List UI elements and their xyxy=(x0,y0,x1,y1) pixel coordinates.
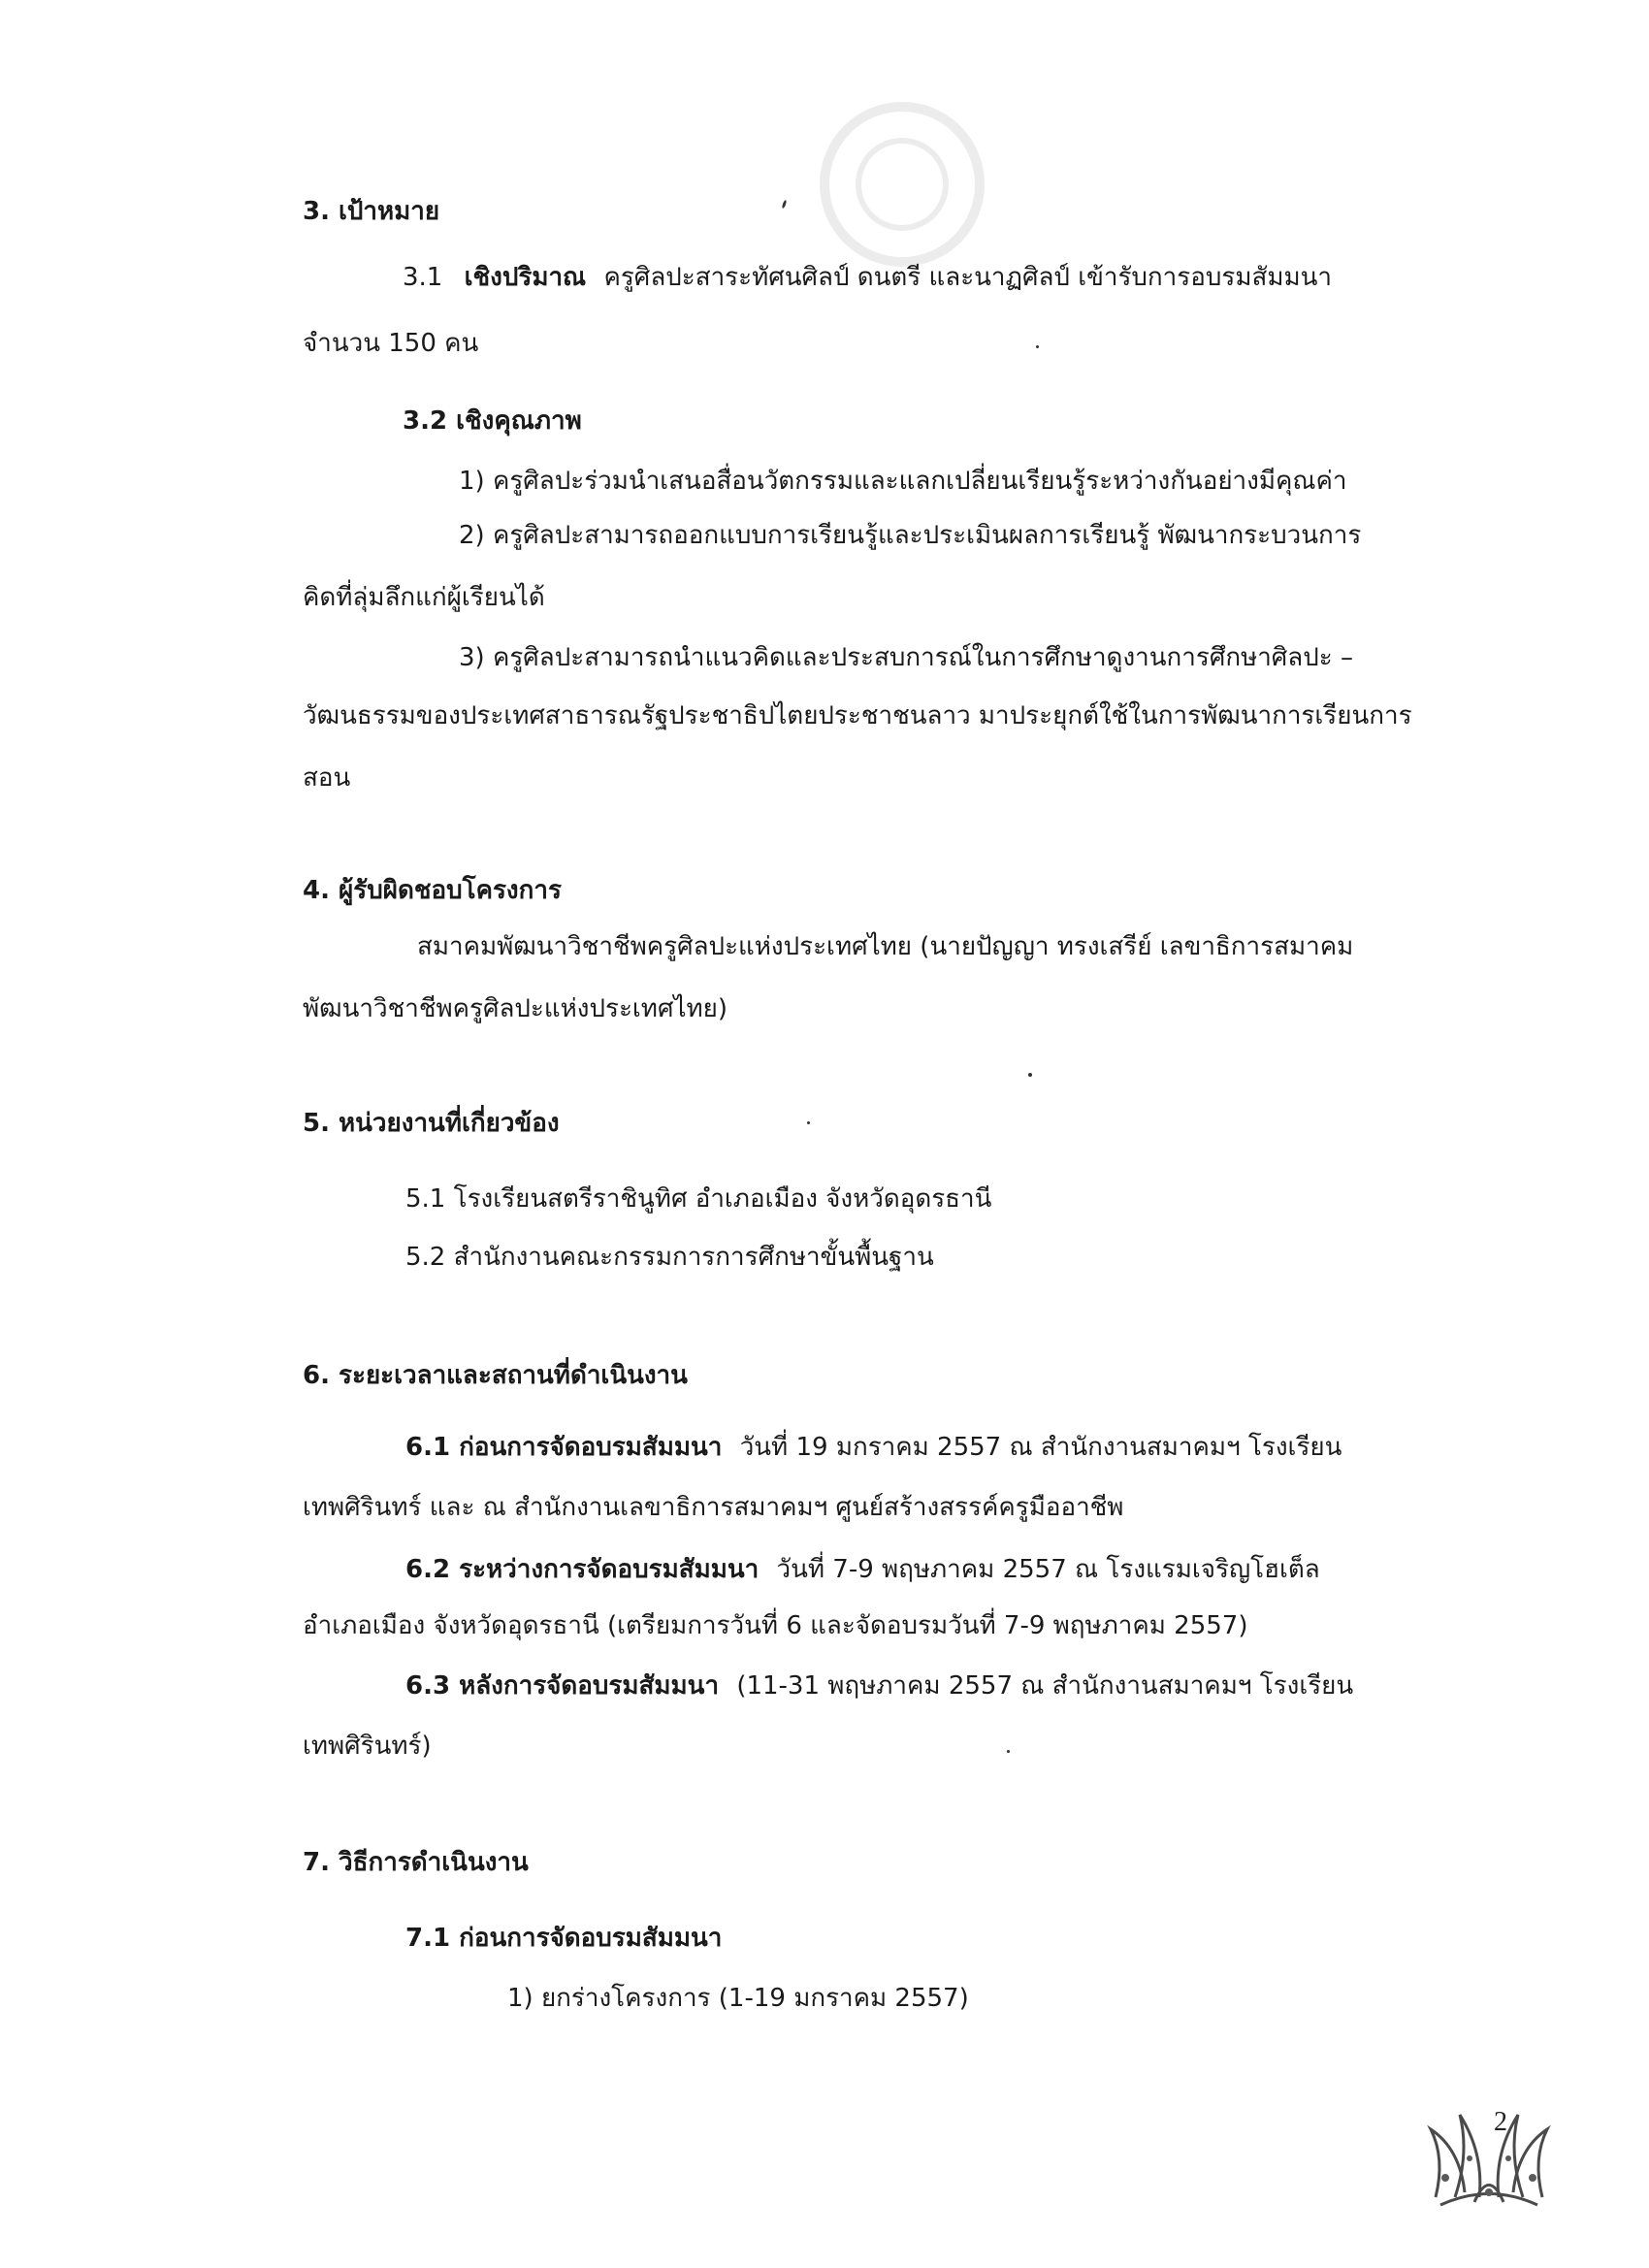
section-4-line-2: พัฒนาวิชาชีพครูศิลปะแห่งประเทศไทย) xyxy=(303,994,728,1023)
section-3-2-item-1: 1) ครูศิลปะร่วมนำเสนอสื่อนวัตกรรมและแลกเปลี่ยนเรียนรู้ระหว่างกันอย่างมีคุณค่า xyxy=(459,467,1347,496)
section-3-1-number: 3.1 xyxy=(403,263,443,292)
scan-speck xyxy=(1036,345,1039,348)
page-number: 2 xyxy=(1494,2107,1507,2137)
section-5-heading: 5. หน่วยงานที่เกี่ยวข้อง xyxy=(303,1109,560,1138)
section-6-3-line-2: เทพศิรินทร์) xyxy=(303,1732,432,1761)
scan-speck xyxy=(807,1121,810,1124)
section-6-1-line-2: เทพศิรินทร์ และ ณ สำนักงานเลขาธิการสมาคมฯ ศูนย์สร้างสรรค์ครูมืออาชีพ xyxy=(303,1493,1124,1522)
section-3-2-item-3-line-1: 3) ครูศิลปะสามารถนำแนวคิดและประสบการณ์ในการศึกษาดูงานการศึกษาศิลปะ – xyxy=(459,643,1353,672)
section-3-2-item-2-line-2: คิดที่ลุ่มลึกแก่ผู้เรียนได้ xyxy=(303,583,545,612)
section-5-1: 5.1 โรงเรียนสตรีราชินูทิศ อำเภอเมือง จังหวัดอุดรธานี xyxy=(405,1184,992,1214)
section-6-heading: 6. ระยะเวลาและสถานที่ดำเนินงาน xyxy=(303,1361,688,1390)
section-3-2-item-3-line-2: วัฒนธรรมของประเทศสาธารณรัฐประชาธิปไตยประชาชนลาว มาประยุกต์ใช้ในการพัฒนาการเรียนการ xyxy=(303,701,1412,730)
section-3-1-line xyxy=(403,258,1332,297)
emblem-watermark xyxy=(766,87,1038,281)
section-7-1-heading: 7.1 ก่อนการจัดอบรมสัมมนา xyxy=(405,1924,723,1953)
section-3-heading: 3. เป้าหมาย xyxy=(303,197,440,226)
section-6-2-label: 6.2 ระหว่างการจัดอบรมสัมมนา xyxy=(405,1555,760,1584)
section-7-1-item-1: 1) ยกร่างโครงการ (1-19 มกราคม 2557) xyxy=(507,1984,969,2013)
section-6-2-line xyxy=(405,1550,1320,1589)
scan-speck xyxy=(1007,1750,1010,1753)
section-3-2-heading: 3.2 เชิงคุณภาพ xyxy=(403,406,582,436)
section-6-2-text: วันที่ 7-9 พฤษภาคม 2557 ณ โรงแรมเจริญโฮเต็ล xyxy=(776,1555,1320,1584)
section-6-1-line xyxy=(405,1428,1342,1467)
section-3-1-line-2: จำนวน 150 คน xyxy=(303,329,479,358)
section-7-heading: 7. วิธีการดำเนินงาน xyxy=(303,1848,529,1877)
section-6-2-line-2: อำเภอเมือง จังหวัดอุดรธานี (เตรียมการวันที่ 6 และจัดอบรมวันที่ 7-9 พฤษภาคม 2557) xyxy=(303,1611,1248,1640)
section-6-3-text: (11-31 พฤษภาคม 2557 ณ สำนักงานสมาคมฯ โรงเรียน xyxy=(736,1671,1354,1701)
section-6-1-text: วันที่ 19 มกราคม 2557 ณ สำนักงานสมาคมฯ โรงเรียน xyxy=(739,1433,1342,1462)
scan-speck xyxy=(1028,1073,1032,1077)
section-3-1-text: ครูศิลปะสาระทัศนศิลป์ ดนตรี และนาฏศิลป์ เข้ารับการอบรมสัมมนา xyxy=(603,263,1332,292)
section-3-2-item-2-line-1: 2) ครูศิลปะสามารถออกแบบการเรียนรู้และประเมินผลการเรียนรู้ พัฒนากระบวนการ xyxy=(459,521,1362,550)
section-4-line-1: สมาคมพัฒนาวิชาชีพครูศิลปะแห่งประเทศไทย (นายปัญญา ทรงเสรีย์ เลขาธิการสมาคม xyxy=(417,932,1354,961)
thai-kanok-ornament-icon xyxy=(1426,2100,1552,2207)
section-5-2: 5.2 สำนักงานคณะกรรมการการศึกษาขั้นพื้นฐาน xyxy=(405,1243,934,1272)
section-6-3-label: 6.3 หลังการจัดอบรมสัมมนา xyxy=(405,1671,720,1701)
section-6-3-line xyxy=(405,1667,1353,1705)
section-4-heading: 4. ผู้รับผิดชอบโครงการ xyxy=(303,876,562,905)
section-3-2-item-3-line-3: สอน xyxy=(303,763,351,793)
section-6-1-label: 6.1 ก่อนการจัดอบรมสัมมนา xyxy=(405,1433,723,1462)
section-3-1-label: เชิงปริมาณ xyxy=(464,263,587,292)
